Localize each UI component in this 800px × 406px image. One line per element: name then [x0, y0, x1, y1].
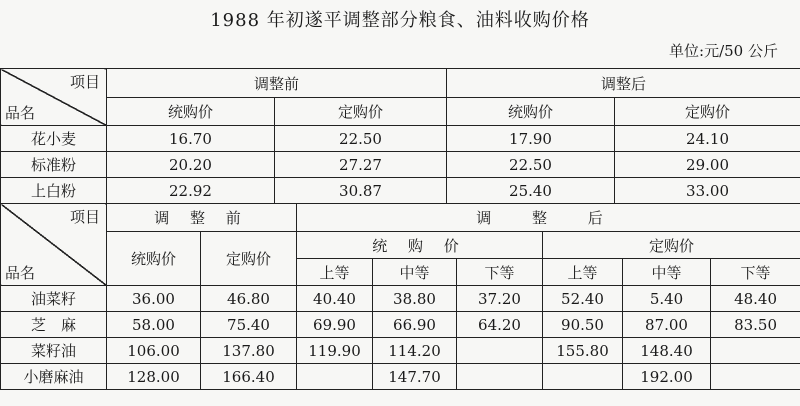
price-cell: 27.27: [275, 152, 447, 178]
price-cell: 33.00: [615, 178, 800, 204]
price-cell: 25.40: [447, 178, 615, 204]
subheader-cell: 定购价: [201, 232, 297, 286]
header-before: 调 整 前: [107, 204, 297, 232]
grade-cell: 上等: [543, 259, 623, 286]
table-corner: [1, 204, 107, 286]
price-cell: 148.40: [623, 338, 711, 364]
price-cell: 46.80: [201, 286, 297, 312]
price-cell: 36.00: [107, 286, 201, 312]
price-cell: [457, 338, 543, 364]
page-title: 1988 年初遂平调整部分粮食、油料收购价格: [210, 10, 590, 31]
price-cell: 22.50: [447, 152, 615, 178]
corner-name-label: 品名: [5, 264, 36, 282]
price-cell: [297, 364, 373, 390]
row-name: 上白粉: [1, 178, 107, 204]
price-cell: 29.00: [615, 152, 800, 178]
table-row: [1, 286, 800, 312]
price-cell: [543, 364, 623, 390]
header-after: 调整后: [447, 69, 800, 98]
price-cell: 48.40: [711, 286, 800, 312]
subheader-cell: 统 购 价: [297, 232, 543, 259]
oil-price-table: [0, 203, 800, 390]
subheader-cell: 定购价: [543, 232, 800, 259]
price-cell: [711, 364, 800, 390]
subheader-cell: 定购价: [275, 98, 447, 126]
price-cell: 192.00: [623, 364, 711, 390]
corner-item-label: 项目: [69, 208, 100, 226]
grade-cell: 上等: [297, 259, 373, 286]
table-row: [1, 178, 800, 204]
unit-label: 单位:元/50 公斤: [669, 42, 778, 60]
price-cell: 52.40: [543, 286, 623, 312]
subheader-cell: 统购价: [107, 232, 201, 286]
price-cell: 20.20: [107, 152, 275, 178]
price-cell: 22.92: [107, 178, 275, 204]
price-cell: 16.70: [107, 126, 275, 152]
subheader-cell: 统购价: [447, 98, 615, 126]
price-cell: 155.80: [543, 338, 623, 364]
price-cell: 40.40: [297, 286, 373, 312]
table-row: [1, 364, 800, 390]
price-cell: 69.90: [297, 312, 373, 338]
price-cell: 30.87: [275, 178, 447, 204]
row-name: 花小麦: [1, 126, 107, 152]
price-cell: 24.10: [615, 126, 800, 152]
corner-item-label: 项目: [69, 73, 100, 91]
price-cell: 114.20: [373, 338, 457, 364]
header-after: 调 整 后: [297, 204, 800, 232]
price-cell: 119.90: [297, 338, 373, 364]
row-name: 芝 麻: [1, 312, 107, 338]
price-cell: 58.00: [107, 312, 201, 338]
price-cell: 166.40: [201, 364, 297, 390]
row-name: 油菜籽: [1, 286, 107, 312]
price-cell: 106.00: [107, 338, 201, 364]
price-cell: 147.70: [373, 364, 457, 390]
price-cell: 64.20: [457, 312, 543, 338]
price-cell: 17.90: [447, 126, 615, 152]
price-cell: 38.80: [373, 286, 457, 312]
price-cell: 22.50: [275, 126, 447, 152]
price-cell: 87.00: [623, 312, 711, 338]
price-cell: 66.90: [373, 312, 457, 338]
price-cell: 5.40: [623, 286, 711, 312]
grade-cell: 中等: [373, 259, 457, 286]
row-name: 菜籽油: [1, 338, 107, 364]
price-cell: 83.50: [711, 312, 800, 338]
table-corner: [1, 69, 107, 126]
corner-name-label: 品名: [5, 104, 36, 122]
price-cell: 37.20: [457, 286, 543, 312]
subheader-cell: 统购价: [107, 98, 275, 126]
price-cell: 75.40: [201, 312, 297, 338]
table-row: [1, 338, 800, 364]
grade-cell: 下等: [457, 259, 543, 286]
row-name: 标准粉: [1, 152, 107, 178]
grade-cell: 下等: [711, 259, 800, 286]
table-row: [1, 152, 800, 178]
table-row: [1, 126, 800, 152]
price-cell: 90.50: [543, 312, 623, 338]
subheader-cell: 定购价: [615, 98, 800, 126]
price-cell: 137.80: [201, 338, 297, 364]
row-name: 小磨麻油: [1, 364, 107, 390]
price-cell: [711, 338, 800, 364]
grain-price-table: [0, 68, 800, 204]
header-before: 调整前: [107, 69, 447, 98]
table-row: [1, 312, 800, 338]
price-cell: [457, 364, 543, 390]
grade-cell: 中等: [623, 259, 711, 286]
price-cell: 128.00: [107, 364, 201, 390]
